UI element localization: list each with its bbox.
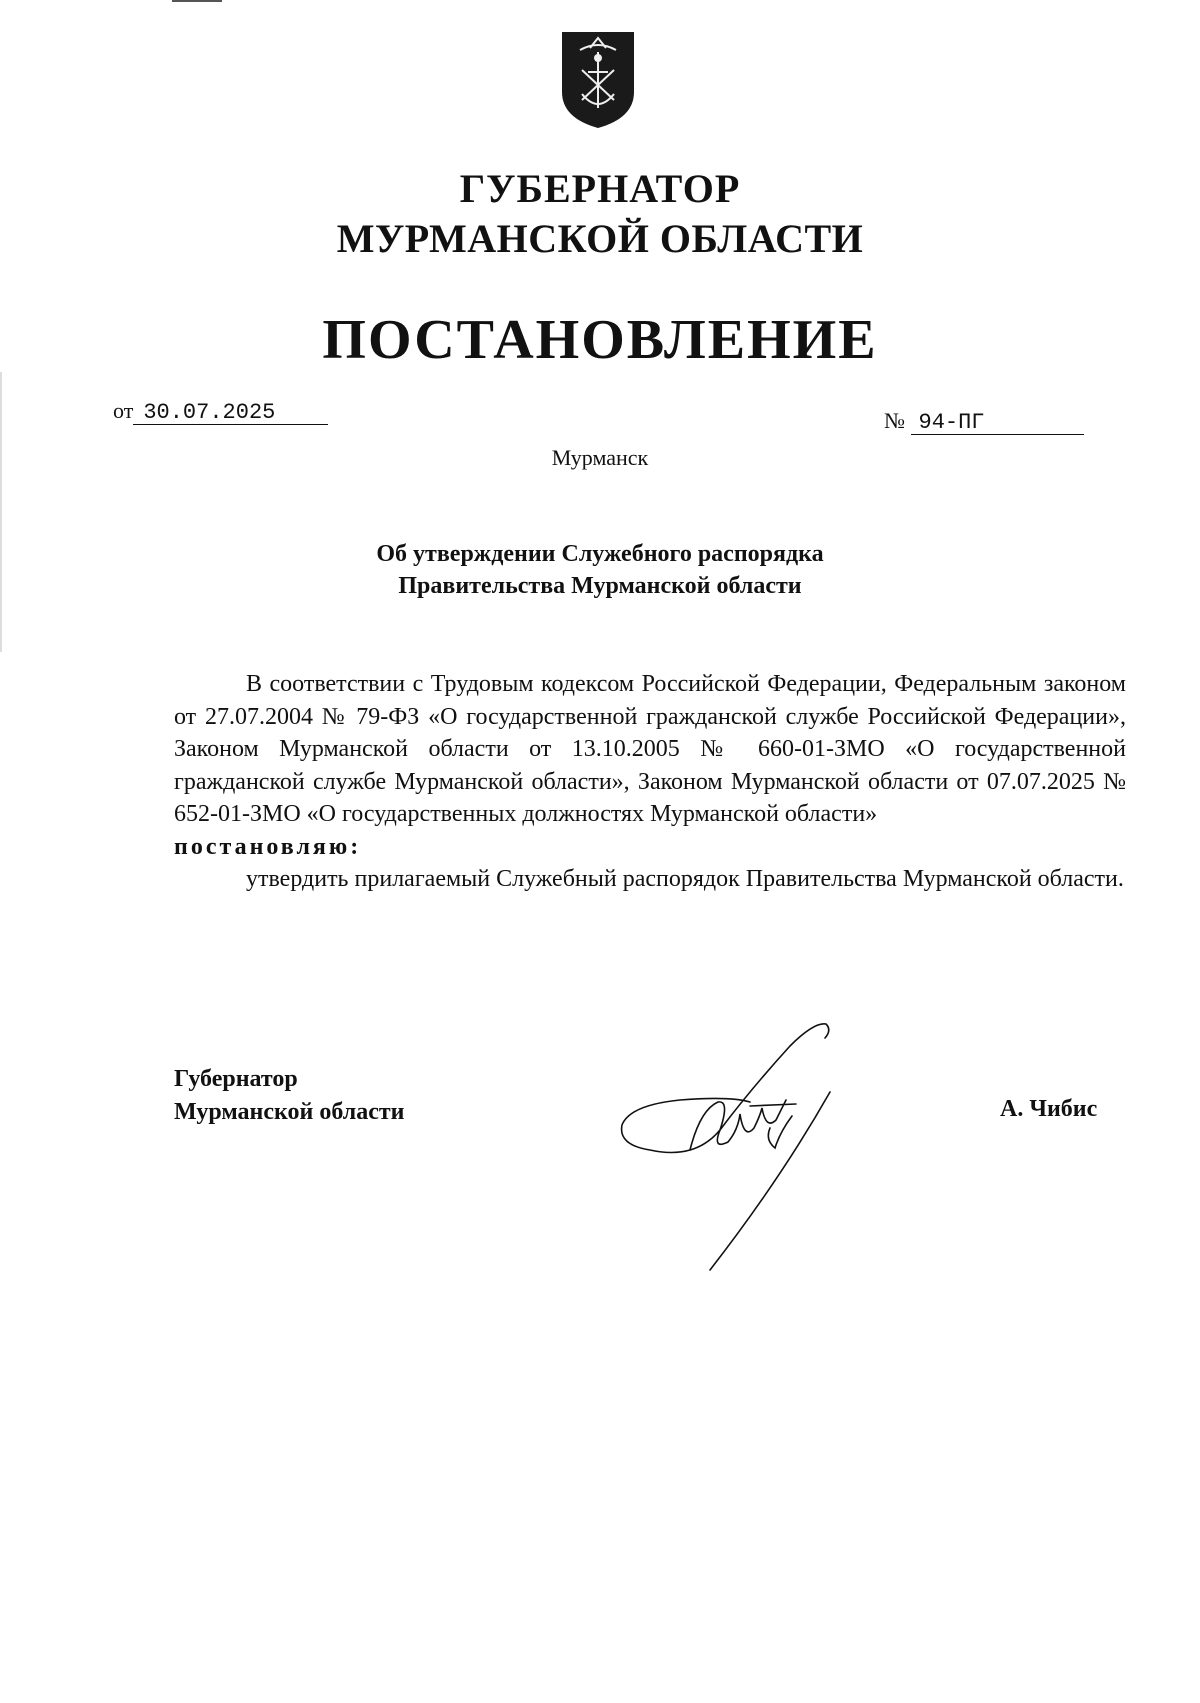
- scan-mark: [172, 0, 222, 2]
- subject-line-1: Об утверждении Служебного распорядка: [376, 541, 824, 567]
- coat-of-arms-icon: [558, 30, 638, 130]
- signatory-position: [174, 1063, 404, 1129]
- handwritten-signature: [600, 1010, 860, 1310]
- document-number: 94-ПГ: [911, 412, 1084, 435]
- date-row: [113, 398, 328, 425]
- scan-margin-line: [0, 372, 2, 652]
- preamble-paragraph: В соответствии с Трудовым кодексом Российской Федерации, Федеральным законом от 27.07.2004 № 79-ФЗ «О государственной гражданской службе Российской Федерации», Законом Мурманской области от 13.10.2005 № 660-01-ЗМО «О государственной гражданской службе Мурманской области», Законом Мурманской области от 07.07.2025 № 652-01-ЗМО «О государственных должностях Мурманской области»: [174, 671, 1126, 827]
- signatory-title-line-1: Губернатор: [174, 1066, 298, 1092]
- decree-word: постановляю:: [174, 833, 362, 860]
- signatory-name: А. Чибис: [1000, 1096, 1098, 1122]
- document-body: [174, 668, 1126, 896]
- decision-paragraph: утвердить прилагаемый Служебный распорядок Правительства Мурманской области.: [246, 866, 1124, 892]
- document-subject: [300, 538, 900, 602]
- number-prefix: №: [884, 408, 905, 433]
- issuer-title: ГУБЕРНАТОР: [459, 166, 741, 211]
- issuer-region: МУРМАНСКОЙ ОБЛАСТИ: [336, 216, 864, 261]
- signatory-title-line-2: Мурманской области: [174, 1099, 405, 1125]
- document-type-title: ПОСТАНОВЛЕНИЕ: [322, 309, 878, 371]
- date-prefix: от: [113, 398, 134, 423]
- number-row: [884, 408, 1084, 435]
- subject-line-2: Правительства Мурманской области: [398, 573, 802, 599]
- city: Мурманск: [551, 445, 649, 470]
- document-date: 30.07.2025: [133, 402, 328, 425]
